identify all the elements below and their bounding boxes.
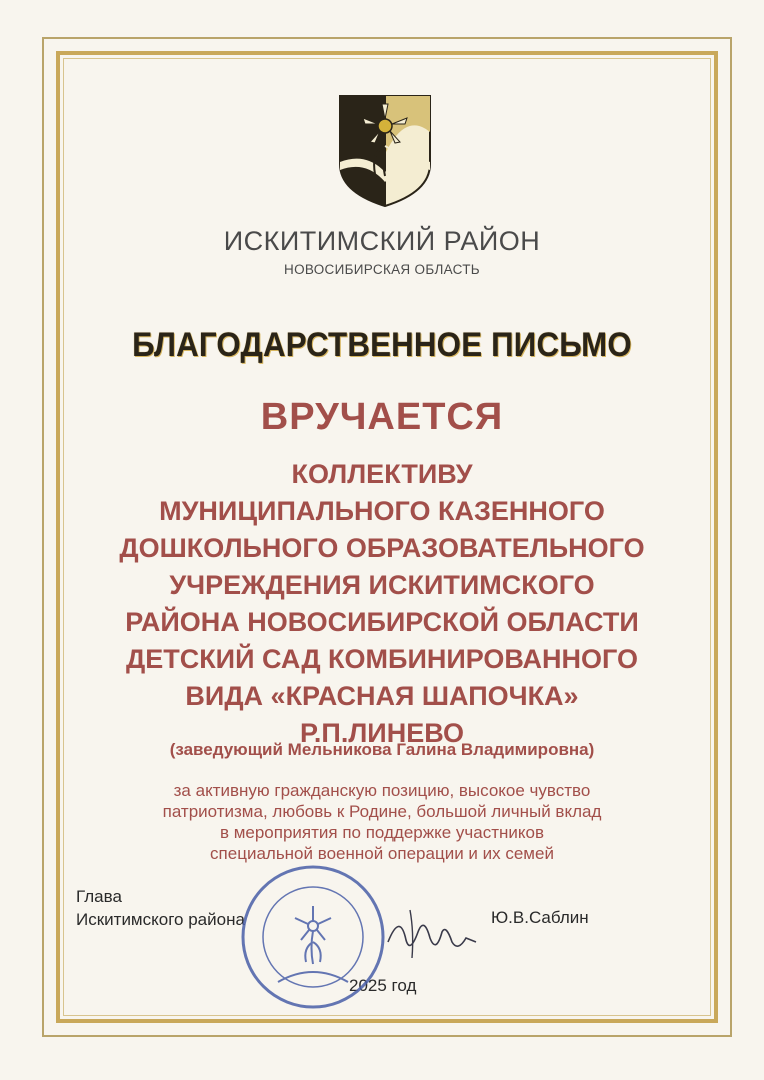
recipient-line: ДЕТСКИЙ САД КОМБИНИРОВАННОГО [125, 644, 639, 674]
document-title: БЛАГОДАРСТВЕННОЕ ПИСЬМО [132, 326, 632, 364]
recipient-line: ВИДА «КРАСНАЯ ШАПОЧКА» [185, 681, 579, 711]
recipient-block [60, 456, 704, 752]
signatory-position [76, 885, 245, 931]
recipient-line: Р.П.ЛИНЕВО [299, 718, 465, 748]
position-line: Искитимского района [76, 910, 245, 929]
reason-line: специальной военной операции и их семей [210, 844, 554, 863]
reason-line: за активную гражданскую позицию, высокое чувство [173, 781, 591, 800]
signature-icon [380, 902, 480, 966]
position-line: Глава [76, 887, 122, 906]
reason-block [0, 780, 764, 864]
reason-line: патриотизма, любовь к Родине, большой личный вклад [162, 802, 602, 821]
recipient-line: КОЛЛЕКТИВУ [291, 459, 473, 489]
coat-of-arms-icon [336, 92, 434, 210]
signatory-name: Ю.В.Саблин [491, 908, 589, 927]
region-title: ИСКИТИМСКИЙ РАЙОН [223, 226, 541, 256]
reason-line: в мероприятия по поддержке участников [219, 823, 545, 842]
recipient-line: УЧРЕЖДЕНИЯ ИСКИТИМСКОГО [169, 570, 595, 600]
head-note: (заведующий Мельникова Галина Владимировна) [169, 740, 595, 759]
region-subtitle: НОВОСИБИРСКАЯ ОБЛАСТЬ [284, 262, 480, 277]
official-stamp-icon [238, 862, 388, 1012]
recipient-line: РАЙОНА НОВОСИБИРСКОЙ ОБЛАСТИ [125, 607, 639, 637]
recipient-line: ДОШКОЛЬНОГО ОБРАЗОВАТЕЛЬНОГО [119, 533, 645, 563]
issue-year: 2025 год [349, 976, 417, 995]
awarded-heading: ВРУЧАЕТСЯ [260, 396, 504, 438]
recipient-line: МУНИЦИПАЛЬНОГО КАЗЕННОГО [159, 496, 605, 526]
